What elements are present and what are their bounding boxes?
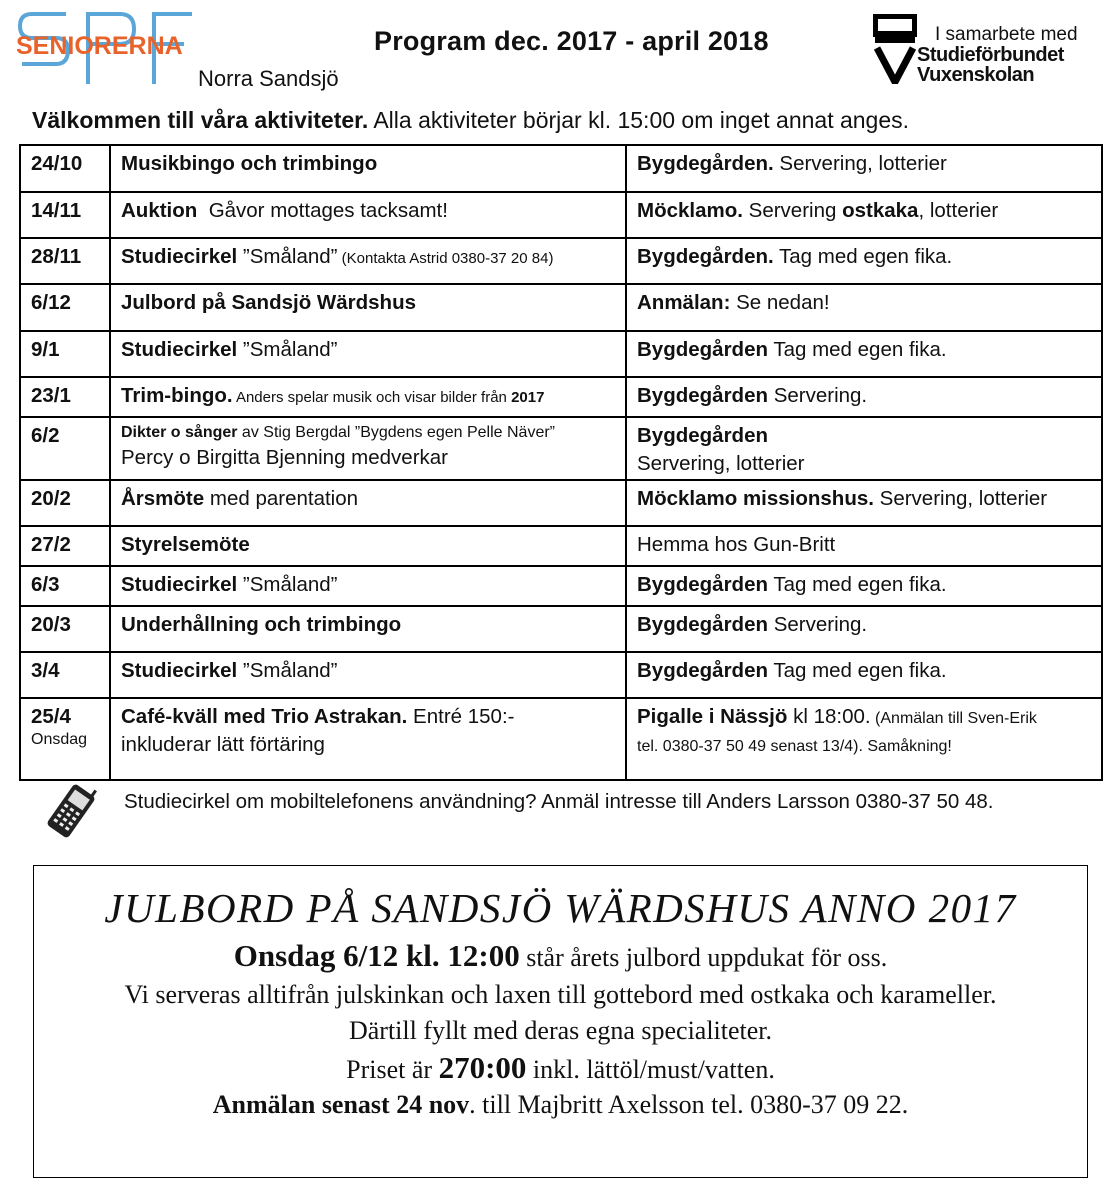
activity-title: Musikbingo och trimbingo [121, 152, 378, 175]
activity-title: Dikter o sånger [121, 424, 238, 441]
place-name: Bygdegården [637, 573, 768, 596]
activity-details: Entré 150:- [407, 705, 515, 728]
activity-cell [110, 238, 626, 284]
place-highlight: ostkaka [842, 199, 919, 222]
activity-details: ”Småland” [237, 659, 338, 682]
table-row [20, 480, 1102, 526]
weekday: Onsdag [31, 731, 88, 748]
activity-title: Studiecirkel [121, 245, 238, 268]
activity-title: Studiecirkel [121, 659, 238, 682]
spf-seniorerna-logo [14, 8, 199, 88]
table-row [20, 698, 1102, 780]
date-cell: 14/11 [20, 192, 110, 238]
activity-details: av Stig Bergdal ”Bygdens egen Pelle Näver” [237, 424, 555, 441]
activity-title: Studiecirkel [121, 338, 238, 361]
activity-line2: inkluderar lätt förtäring [121, 733, 325, 756]
place-name: Bygdegården. [637, 245, 774, 268]
activity-cell [110, 480, 626, 526]
julbord-registration-deadline: Anmälan senast 24 nov [212, 1090, 470, 1119]
table-row [20, 606, 1102, 652]
activity-details: Gåvor mottages tacksamt! [197, 199, 448, 222]
activity-cell [110, 284, 626, 331]
julbord-line-date [34, 938, 1087, 974]
julbord-line-menu: Vi serveras alltifrån julskinkan och laxen till gottebord med ostkaka och karameller. [124, 980, 997, 1009]
place-cell [626, 238, 1102, 284]
place-name: Bygdegården [637, 659, 768, 682]
place-cell [626, 606, 1102, 652]
place-note: (Anmälan till Sven-Erik [870, 710, 1037, 727]
activity-details: med parentation [204, 487, 359, 510]
date-cell: 20/3 [20, 606, 110, 652]
julbord-price-pre: Priset är [346, 1055, 439, 1084]
activity-cell [110, 377, 626, 417]
activity-cell [110, 526, 626, 566]
welcome-text [32, 107, 909, 134]
date-cell: 20/2 [20, 480, 110, 526]
place-cell [626, 526, 1102, 566]
table-row [20, 417, 1102, 480]
place-name: Bygdegården [637, 613, 768, 636]
table-row [20, 652, 1102, 698]
welcome-bold: Välkommen till våra aktiviteter. [32, 107, 369, 133]
place-name: Anmälan: [637, 291, 731, 314]
place-line2: tel. 0380-37 50 49 senast 13/4). Samåkning! [637, 738, 952, 755]
activity-cell [110, 417, 626, 480]
activity-title: Underhållning och trimbingo [121, 613, 402, 636]
org-subtitle: Norra Sandsjö [198, 66, 339, 91]
place-details: Servering. [768, 613, 868, 636]
activity-title: Julbord på Sandsjö Wärdshus [121, 291, 417, 314]
date-cell: 27/2 [20, 526, 110, 566]
activity-cell [110, 566, 626, 606]
place-details: Tag med egen fika. [768, 659, 947, 682]
date-cell: 23/1 [20, 377, 110, 417]
place-details: Servering. [768, 384, 868, 407]
julbord-registration-contact: . till Majbritt Axelsson tel. 0380-37 09 22. [469, 1090, 909, 1119]
julbord-line-specialties: Därtill fyllt med deras egna specialiteter. [348, 1016, 773, 1045]
partner-name-line2: Vuxenskolan [917, 64, 1035, 86]
place-cell [626, 145, 1102, 192]
place-name: Bygdegården. [637, 152, 774, 175]
place-cell [626, 566, 1102, 606]
julbord-info-box [33, 865, 1088, 1178]
date-cell: 24/10 [20, 145, 110, 192]
date-value: 25/4 [31, 705, 71, 728]
date-cell: 28/11 [20, 238, 110, 284]
table-row [20, 377, 1102, 417]
julbord-title: JULBORD PÅ SANDSJÖ WÄRDSHUS ANNO 2017 [104, 885, 1017, 931]
place-cell [626, 284, 1102, 331]
place-cell [626, 417, 1102, 480]
activity-year: 2017 [511, 389, 545, 406]
table-row [20, 566, 1102, 606]
activity-cell [110, 698, 626, 780]
date-cell: 6/2 [20, 417, 110, 480]
julbord-date-rest: står årets julbord uppdukat för oss. [519, 943, 888, 972]
date-cell [20, 698, 110, 780]
place-time: kl 18:00. [787, 705, 871, 728]
activity-details: ”Småland” [237, 245, 338, 268]
place-details: Servering, lotterier [873, 487, 1048, 510]
partner-intro: I samarbete med [935, 24, 1078, 45]
place-name: Bygdegården [637, 384, 768, 407]
place-cell [626, 192, 1102, 238]
place-details-end: , lotterier [918, 199, 999, 222]
date-cell: 3/4 [20, 652, 110, 698]
julbord-price: 270:00 [438, 1050, 527, 1085]
table-row [20, 331, 1102, 377]
julbord-date-time: Onsdag 6/12 kl. 12:00 [233, 938, 520, 973]
activity-cell [110, 652, 626, 698]
place-cell [626, 377, 1102, 417]
place-cell [626, 698, 1102, 780]
welcome-rest: Alla aktiviteter börjar kl. 15:00 om inget annat anges. [368, 107, 910, 133]
date-cell: 6/3 [20, 566, 110, 606]
table-row [20, 192, 1102, 238]
place-name: Bygdegården [637, 338, 768, 361]
place-name: Bygdegården [637, 424, 768, 447]
place-name: Pigalle i Nässjö [637, 705, 788, 728]
activity-cell [110, 606, 626, 652]
activity-title: Styrelsemöte [121, 533, 250, 556]
sv-mark-icon [873, 14, 917, 84]
activity-cell [110, 331, 626, 377]
activity-cell [110, 145, 626, 192]
activity-title: Studiecirkel [121, 573, 238, 596]
table-row [20, 526, 1102, 566]
place-details: Tag med egen fika. [768, 338, 947, 361]
mobile-phone-icon [40, 780, 102, 842]
partner-name-line1: Studieförbundet [917, 44, 1064, 66]
table-row [20, 284, 1102, 331]
activity-contact: (Kontakta Astrid 0380-37 20 84) [337, 250, 554, 267]
julbord-line-registration [34, 1090, 1087, 1120]
place-details: Servering, lotterier [773, 152, 947, 175]
date-cell: 9/1 [20, 331, 110, 377]
mobile-study-circle-note: Studiecirkel om mobiltelefonens användning? Anmäl intresse till Anders Larsson 0380-37 50 48. [124, 790, 994, 813]
place-name: Möcklamo missionshus. [637, 487, 874, 510]
place-name: Möcklamo. [637, 199, 743, 222]
date-cell: 6/12 [20, 284, 110, 331]
place-details: Tag med egen fika. [768, 573, 947, 596]
place-cell [626, 480, 1102, 526]
place-details: Servering [742, 199, 843, 222]
spf-logo-graphic [14, 8, 199, 88]
activity-details: ”Småland” [237, 573, 338, 596]
logo-wordmark: SENIORERNA [16, 32, 183, 60]
activity-cell [110, 192, 626, 238]
activity-details: Anders spelar musik och visar bilder från [232, 389, 512, 406]
julbord-line-price [34, 1050, 1087, 1086]
activity-line2: Percy o Birgitta Bjenning medverkar [121, 446, 449, 469]
program-title: Program dec. 2017 - april 2018 [374, 26, 769, 56]
julbord-price-rest: inkl. lättöl/must/vatten. [526, 1055, 775, 1084]
place-cell [626, 652, 1102, 698]
place-details: Tag med egen fika. [773, 245, 953, 268]
place-details: Hemma hos Gun-Britt [637, 533, 836, 556]
table-row [20, 145, 1102, 192]
activity-title: Årsmöte [121, 487, 205, 510]
place-cell [626, 331, 1102, 377]
activity-title: Trim-bingo. [121, 384, 233, 407]
activity-title: Auktion [121, 199, 198, 222]
activity-details: ”Småland” [237, 338, 338, 361]
place-details: Se nedan! [730, 291, 830, 314]
table-row [20, 238, 1102, 284]
activity-schedule-table [19, 144, 1103, 781]
activity-title: Café-kväll med Trio Astrakan. [121, 705, 408, 728]
studieforbundet-vuxenskolan-logo [873, 14, 1103, 86]
place-details: Servering, lotterier [637, 452, 805, 475]
